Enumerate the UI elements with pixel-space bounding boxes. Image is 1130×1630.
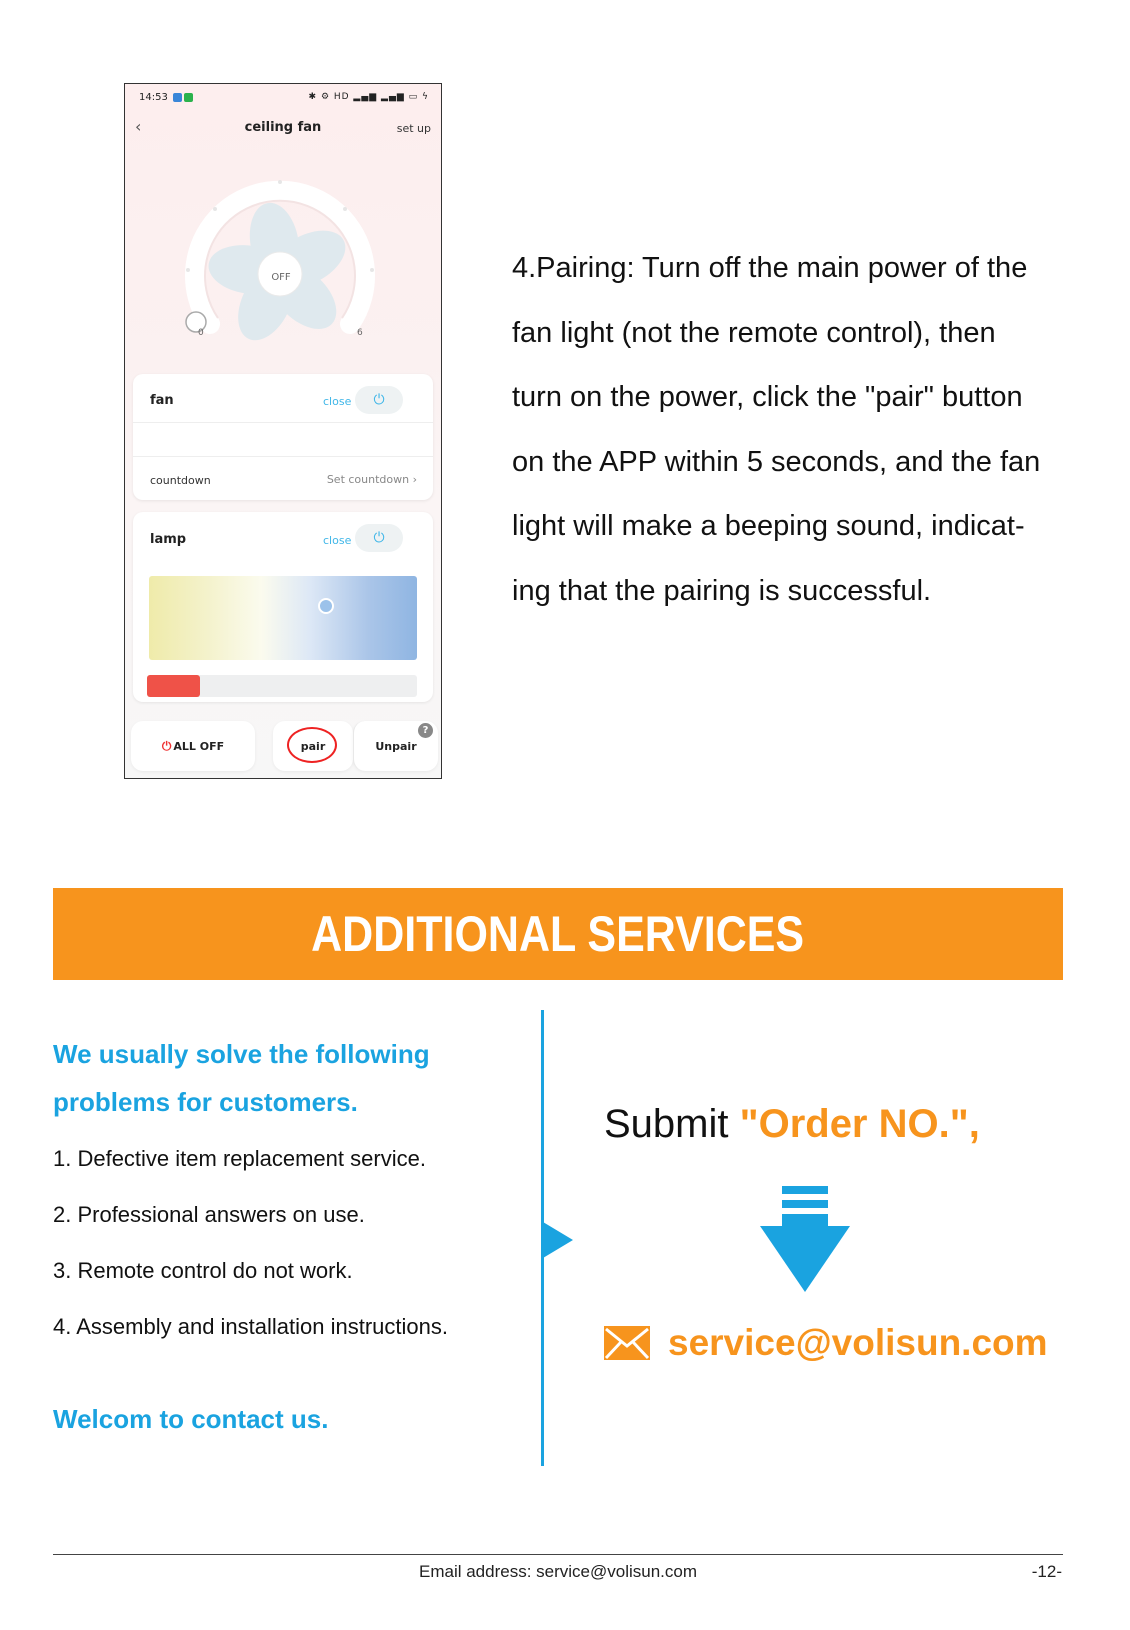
- section-banner: [53, 888, 1063, 980]
- pair-label: pair: [300, 739, 326, 753]
- list-item: 3. Remote control do not work.: [53, 1258, 353, 1283]
- chat-notification-icon: [184, 93, 193, 102]
- fan-card: [133, 374, 433, 500]
- power-icon: ⏻: [373, 392, 385, 408]
- setup-button[interactable]: set up: [396, 122, 431, 135]
- pair-button[interactable]: [273, 721, 353, 771]
- lamp-label: lamp: [150, 532, 187, 547]
- brightness-slider[interactable]: [147, 675, 417, 697]
- dial-min-label: 0: [198, 328, 204, 338]
- instruction-line: 4.Pairing: Turn off the main power of the: [512, 252, 1028, 284]
- card-divider: [133, 422, 433, 423]
- power-icon: ⏻: [161, 738, 172, 753]
- app-header: [125, 114, 441, 142]
- status-time: 14:53: [139, 92, 168, 103]
- app-screenshot: [124, 83, 442, 779]
- page-number: -12-: [1031, 1562, 1062, 1581]
- contact-email-link[interactable]: service@volisun.com: [668, 1322, 1048, 1363]
- instruction-line: ing that the pairing is successful.: [512, 574, 932, 607]
- highlight-circle: [287, 727, 337, 763]
- services-lead: [53, 1030, 493, 1126]
- lamp-status-label: close: [323, 534, 352, 547]
- fan-power-button[interactable]: [355, 386, 403, 414]
- bottom-action-bar: [131, 721, 435, 771]
- divider-arrow-icon: [543, 1222, 573, 1258]
- unpair-label: Unpair: [375, 739, 417, 753]
- fan-label: fan: [150, 393, 174, 408]
- list-item: 1. Defective item replacement service.: [53, 1146, 426, 1171]
- footer-email: Email address: service@volisun.com: [418, 1562, 698, 1581]
- lamp-card: [133, 512, 433, 702]
- instruction-line: fan light (not the remote control), then: [512, 316, 996, 349]
- fan-status-label: close: [323, 395, 352, 408]
- dial-max-label: 6: [357, 328, 363, 338]
- app-notification-icon: [173, 93, 182, 102]
- footer-divider: [53, 1554, 1063, 1555]
- app-title: ceiling fan: [244, 120, 322, 135]
- fan-state-label: OFF: [271, 272, 291, 283]
- lamp-power-button[interactable]: [355, 524, 403, 552]
- lead-line: problems for customers.: [53, 1087, 358, 1117]
- all-off-button[interactable]: [131, 721, 255, 771]
- instruction-line: turn on the power, click the "pair" button: [512, 381, 1023, 413]
- submit-order-text: [604, 1102, 980, 1147]
- status-bar: [139, 90, 429, 106]
- card-divider: [133, 456, 433, 457]
- pairing-instruction: [512, 236, 1072, 623]
- list-item: 2. Professional answers on use.: [53, 1202, 365, 1227]
- back-chevron-icon[interactable]: ‹: [135, 117, 142, 136]
- submit-prefix: Submit: [604, 1102, 740, 1146]
- envelope-icon: [604, 1326, 650, 1360]
- banner-title: ADDITIONAL SERVICES: [311, 906, 805, 962]
- lead-line: We usually solve the following: [53, 1039, 430, 1069]
- list-item: 4. Assembly and installation instructions.: [53, 1314, 448, 1339]
- set-countdown-button[interactable]: Set countdown ›: [326, 473, 417, 486]
- status-indicators: ✱ ⚙ HD ▂▄▆ ▂▄▆ ▭ ϟ: [308, 92, 429, 102]
- power-icon: ⏻: [373, 530, 385, 546]
- contact-email-row: [604, 1318, 1048, 1368]
- countdown-label: countdown: [150, 474, 211, 487]
- color-picker-knob[interactable]: [318, 598, 334, 614]
- instruction-line: light will make a beeping sound, indicat-: [512, 510, 1025, 542]
- welcome-text: Welcom to contact us.: [53, 1404, 329, 1434]
- down-arrow-icon: [760, 1186, 850, 1296]
- status-app-icons: [173, 93, 195, 105]
- instruction-line: on the APP within 5 seconds, and the fan: [512, 445, 1041, 478]
- order-number-label: "Order NO.",: [739, 1102, 980, 1146]
- brightness-fill: [147, 675, 200, 697]
- help-icon[interactable]: ?: [418, 723, 433, 738]
- color-temperature-picker[interactable]: [149, 576, 417, 660]
- all-off-label: ALL OFF: [173, 739, 225, 753]
